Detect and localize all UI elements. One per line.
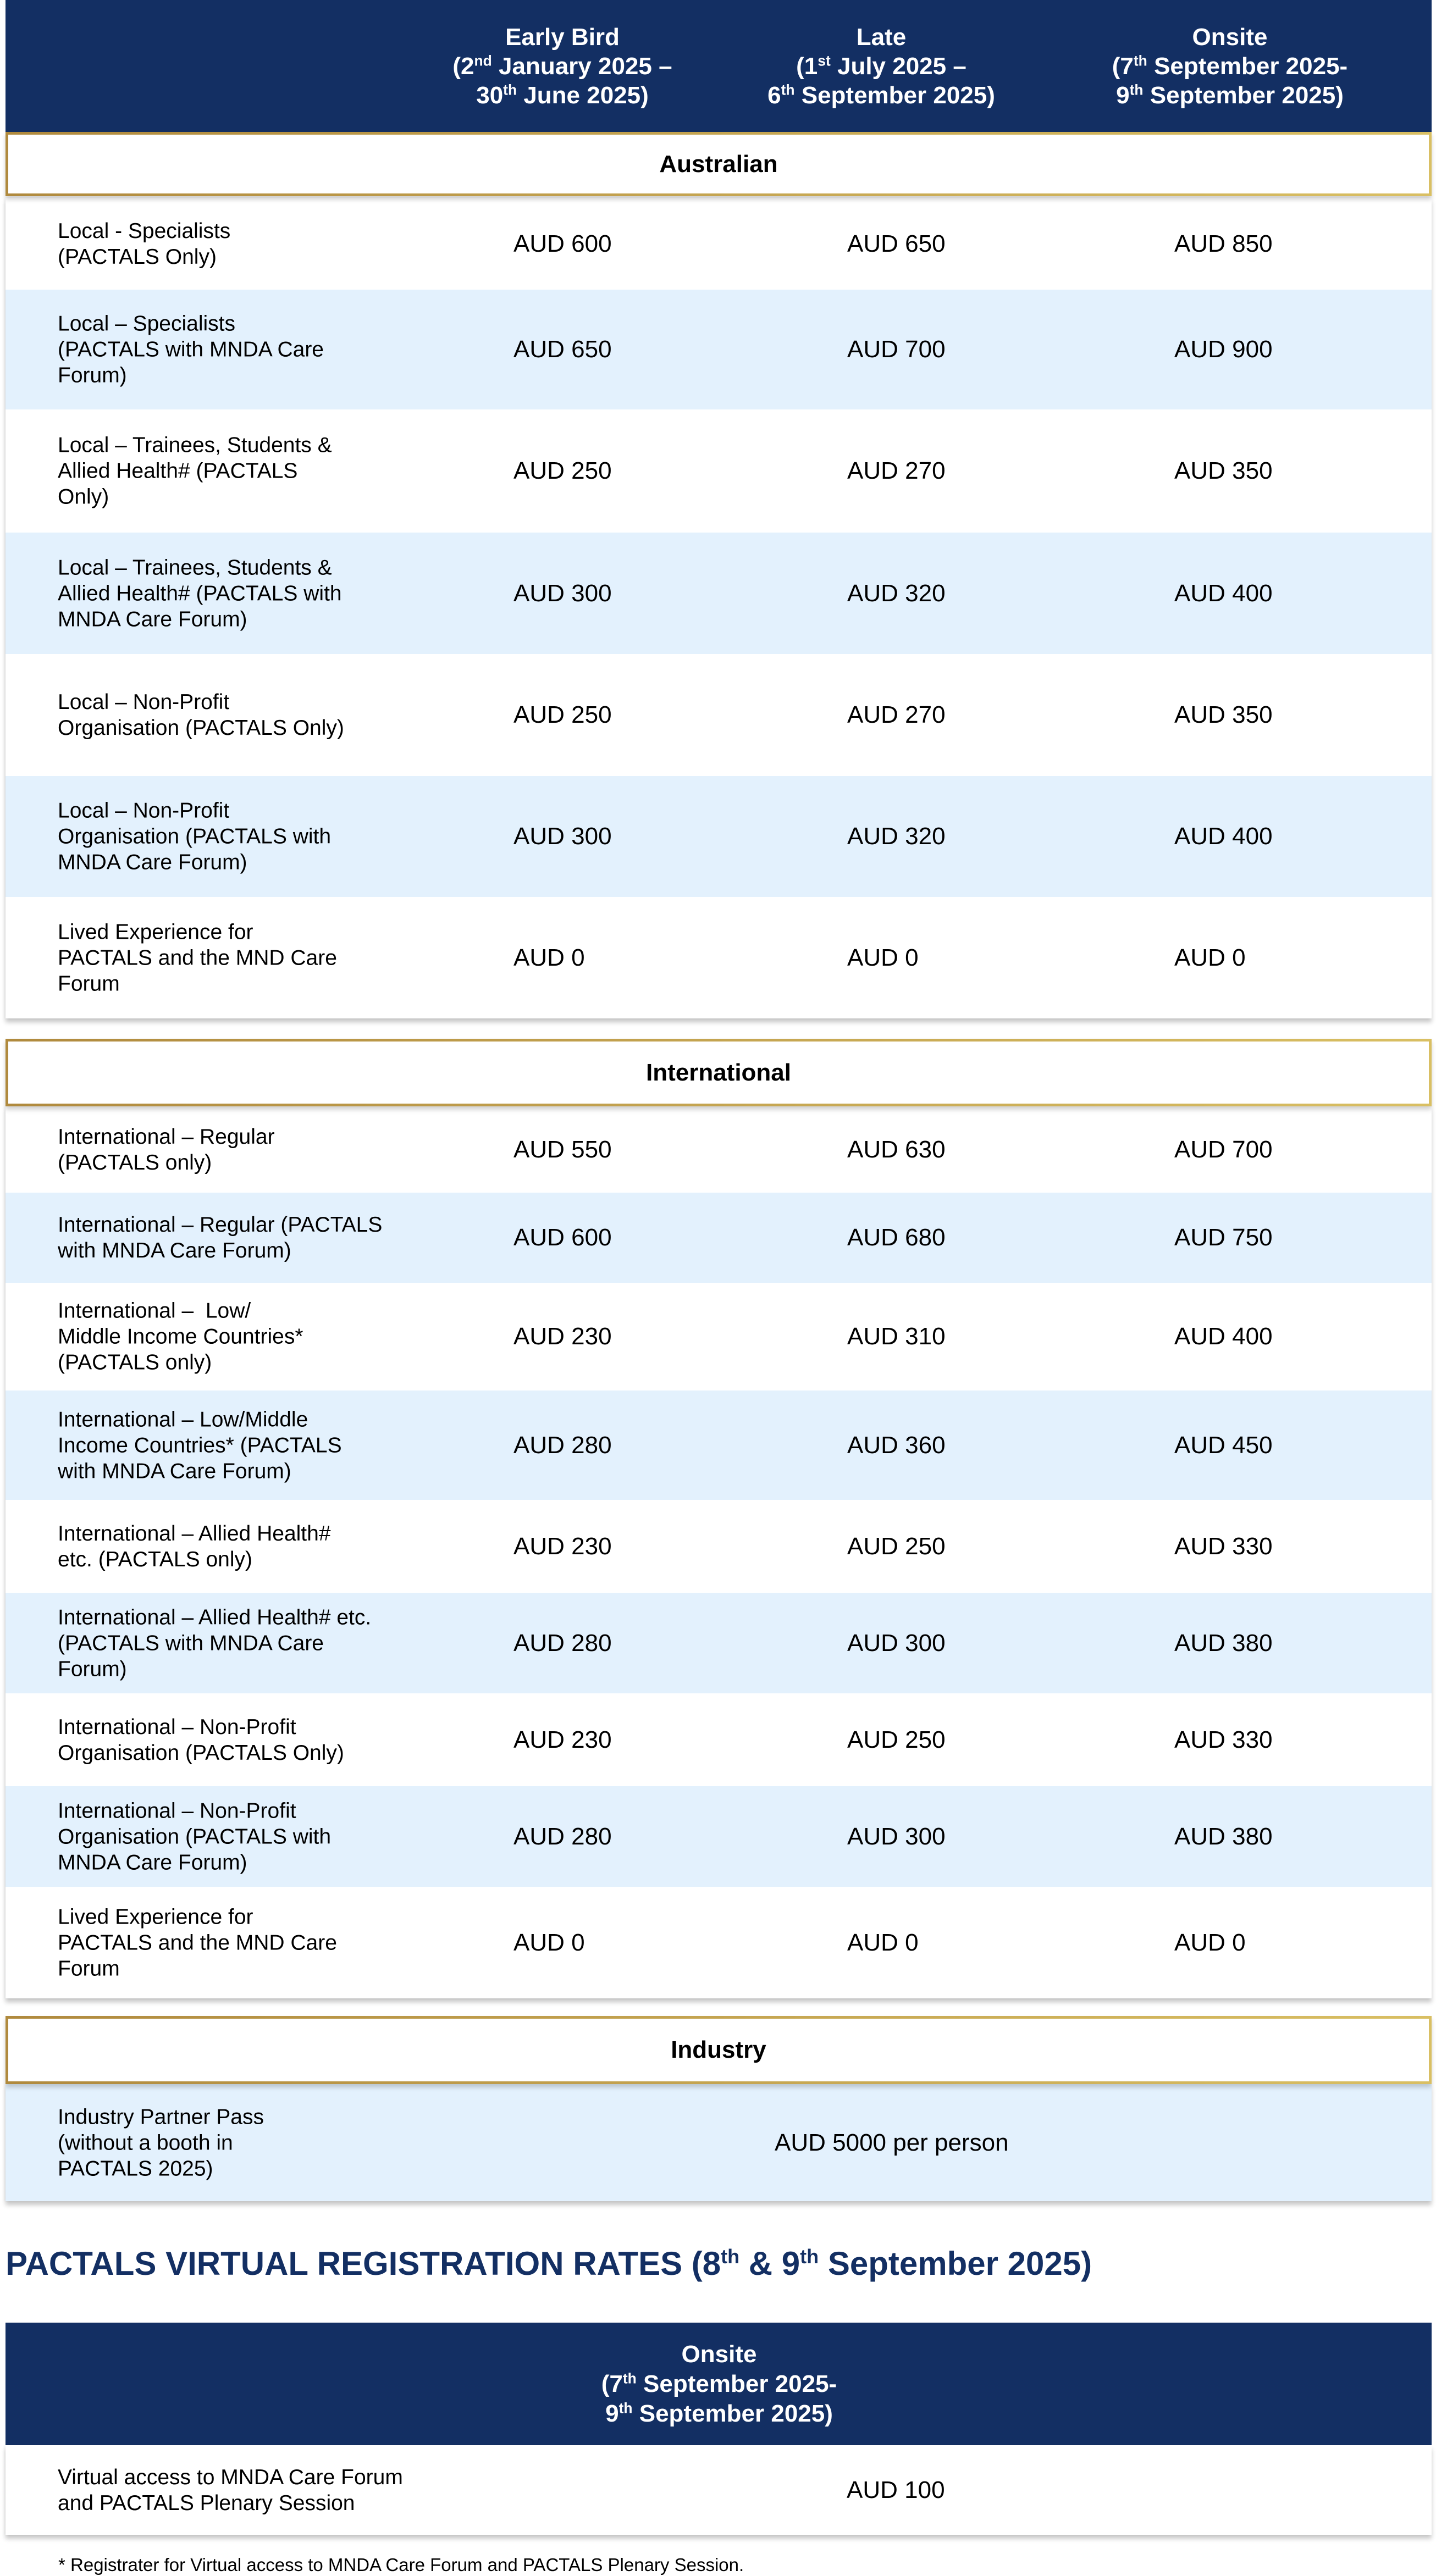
international-rates-group [5,1106,1432,1998]
table-row [5,198,1432,290]
row-label-line: Local – Specialists [58,312,236,336]
row-label [58,1406,342,1484]
table-row [5,2445,1432,2535]
row-label-line: Organisation (PACTALS Only) [58,1741,344,1765]
industry-rates-group [5,2084,1432,2201]
price-late: AUD 700 [847,336,946,363]
date-text: July 2025 – [830,52,966,80]
price-late: AUD 270 [847,457,946,484]
row-label-line: (PACTALS with MNDA Care [58,1631,324,1655]
date-text: (2 [452,52,474,80]
column-date-line [476,81,649,110]
row-label [58,1521,331,1572]
rates-table-header [5,0,1432,132]
row-label [58,1124,275,1176]
column-date-line [1112,52,1347,81]
price-late: AUD 300 [847,1822,946,1850]
price-onsite: AUD 400 [1174,823,1273,850]
price-industry-pass: AUD 5000 per person [775,2129,1009,2156]
row-label-line: Allied Health# (PACTALS [58,459,298,483]
row-label-line: (PACTALS Only) [58,245,217,269]
price-onsite: AUD 380 [1174,1629,1273,1657]
row-label-line: Organisation (PACTALS with [58,1825,332,1848]
row-label [58,311,324,389]
price-early-bird: AUD 550 [513,1135,612,1163]
row-label [58,1298,303,1376]
price-early-bird: AUD 650 [513,336,612,363]
row-label-line: (PACTALS with MNDA Care [58,337,324,362]
date-text: (7 [601,2370,623,2397]
price-early-bird: AUD 280 [513,1822,612,1850]
table-row [5,1593,1432,1693]
price-late: AUD 0 [847,1929,919,1956]
table-row [5,654,1432,776]
price-early-bird: AUD 280 [513,1629,612,1657]
row-label-line: PACTALS and the MND Care [58,946,337,970]
price-early-bird: AUD 230 [513,1726,612,1753]
section-title-industry: Industry [5,2016,1432,2084]
row-label-line: International – Regular (PACTALS [58,1213,383,1237]
row-label-line: International – Allied Health# [58,1521,331,1545]
row-label-line: Forum [58,972,120,995]
row-label-line: International – Regular [58,1124,275,1149]
price-early-bird: AUD 600 [513,230,612,257]
table-row [5,290,1432,409]
price-onsite: AUD 850 [1174,230,1273,257]
date-text: September 2025) [632,2400,833,2427]
price-late: AUD 250 [847,1726,946,1753]
price-late: AUD 680 [847,1224,946,1251]
ordinal-suffix: th [503,81,517,98]
row-label-line: Local – Non-Profit [58,799,230,823]
row-label-line: Middle Income Countries* [58,1325,303,1349]
table-row [5,1693,1432,1786]
date-text: January 2025 – [491,52,672,80]
price-late: AUD 0 [847,944,919,971]
column-header-early-bird [397,0,727,132]
heading-text: September 2025) [819,2245,1092,2282]
row-label-line: Organisation (PACTALS Only) [58,716,344,740]
row-label-line: Lived Experience for [58,920,253,944]
column-date-line [767,81,995,110]
row-label-line: Local – Trainees, Students & [58,556,332,579]
row-label-line: Forum [58,1957,120,1980]
ordinal-suffix: th [781,81,795,98]
price-late: AUD 630 [847,1135,946,1163]
row-label-line: (PACTALS only) [58,1150,212,1175]
price-onsite: AUD 400 [1174,1323,1273,1350]
row-label [58,798,331,876]
price-late: AUD 250 [847,1532,946,1560]
price-onsite: AUD 900 [1174,336,1273,363]
price-late: AUD 300 [847,1629,946,1657]
row-label-line: Local - Specialists [58,219,231,243]
date-text: 9 [605,2400,619,2427]
table-row [5,776,1432,897]
price-late: AUD 320 [847,823,946,850]
price-onsite: AUD 350 [1174,701,1273,728]
row-label-line: MNDA Care Forum) [58,850,247,874]
column-title: Early Bird [505,23,620,51]
price-onsite: AUD 330 [1174,1532,1273,1560]
table-row [5,2084,1432,2201]
table-row [5,1193,1432,1283]
row-label-line: (PACTALS only) [58,1350,212,1375]
row-label [58,555,342,632]
table-row [5,409,1432,533]
row-label [58,218,230,270]
virtual-table-header [5,2323,1432,2445]
date-text: 30 [476,81,504,109]
ordinal-suffix: nd [474,52,492,69]
table-row [5,1283,1432,1391]
price-late: AUD 320 [847,579,946,607]
price-early-bird: AUD 280 [513,1431,612,1459]
price-late: AUD 310 [847,1323,946,1350]
row-label [58,1714,344,1766]
price-early-bird: AUD 230 [513,1532,612,1560]
row-label-line: Industry Partner Pass [58,2105,264,2129]
date-text: 6 [767,81,781,109]
price-onsite: AUD 330 [1174,1726,1273,1753]
column-header-late [716,0,1046,132]
price-onsite: AUD 750 [1174,1224,1273,1251]
price-late: AUD 650 [847,230,946,257]
table-row [5,1887,1432,1998]
date-text: September 2025) [1143,81,1344,109]
heading-text: PACTALS VIRTUAL REGISTRATION RATES (8 [5,2245,721,2282]
column-title: Late [856,23,907,51]
row-label [58,1604,371,1682]
row-label [58,1798,331,1875]
row-label-line: and PACTALS Plenary Session [58,2491,355,2515]
date-text: September 2025) [794,81,995,109]
row-label-line: International – Non-Profit [58,1799,296,1822]
price-early-bird: AUD 0 [513,944,585,971]
date-text: September 2025- [1147,52,1348,80]
virtual-rates-heading [5,2245,1432,2283]
row-label-line: Only) [58,485,109,509]
table-row [5,1500,1432,1593]
price-onsite: AUD 400 [1174,579,1273,607]
price-early-bird: AUD 300 [513,579,612,607]
australian-rates-group [5,198,1432,1018]
ordinal-suffix: th [800,2245,819,2268]
date-text: (1 [796,52,818,80]
price-onsite: AUD 350 [1174,457,1273,484]
row-label [58,689,344,741]
row-label-line: MNDA Care Forum) [58,607,247,631]
row-label-line: MNDA Care Forum) [58,1851,247,1874]
column-date-line [1116,81,1344,110]
row-label-line: Income Countries* (PACTALS [58,1433,342,1457]
column-title: Onsite [1192,23,1268,51]
heading-text: & 9 [739,2245,800,2282]
ordinal-suffix: th [1129,81,1144,98]
price-onsite: AUD 380 [1174,1822,1273,1850]
price-early-bird: AUD 250 [513,701,612,728]
table-row [5,533,1432,654]
row-label-line: International – Low/Middle [58,1408,308,1431]
price-early-bird: AUD 230 [513,1323,612,1350]
row-label-line: International – Allied Health# etc. [58,1605,372,1629]
table-row [5,897,1432,1018]
row-label-line: International – Low/ [58,1299,251,1323]
virtual-rates-group [5,2445,1432,2535]
row-label [58,1212,382,1264]
price-early-bird: AUD 300 [513,823,612,850]
date-text: 9 [1116,81,1130,109]
row-label-line: Organisation (PACTALS with [58,824,332,849]
column-date-line [796,52,966,81]
ordinal-suffix: th [618,2399,633,2416]
table-row [5,1786,1432,1887]
row-label [58,919,337,996]
row-label-line: PACTALS 2025) [58,2157,213,2180]
row-label [58,1904,337,1981]
column-title: Onsite [681,2340,757,2368]
section-title-australian: Australian [5,132,1432,196]
date-text: September 2025- [636,2370,837,2397]
column-header-onsite [1065,0,1395,132]
ordinal-suffix: th [721,2245,740,2268]
row-label [58,433,332,510]
price-early-bird: AUD 0 [513,1929,585,1956]
table-row [5,1391,1432,1500]
column-date-line [452,52,672,81]
row-label-line: Local – Non-Profit [58,690,230,714]
footnote: * Registrater for Virtual access to MNDA Care Forum and PACTALS Plenary Session. [58,2555,744,2575]
price-onsite: AUD 450 [1174,1431,1273,1459]
row-label-line: Allied Health# (PACTALS with [58,581,342,605]
row-label-line: with MNDA Care Forum) [58,1459,291,1483]
price-onsite: AUD 0 [1174,1929,1246,1956]
row-label-line: International – Non-Profit [58,1715,296,1739]
row-label-line: Forum) [58,1657,127,1681]
row-label-line: etc. (PACTALS only) [58,1547,252,1571]
ordinal-suffix: th [1133,52,1147,69]
column-date-line [601,2369,837,2399]
row-label [58,2104,264,2181]
price-late: AUD 360 [847,1431,946,1459]
column-header-onsite [554,2323,884,2445]
date-text: (7 [1112,52,1134,80]
row-label-line: Forum) [58,363,127,387]
row-label-line: Local – Trainees, Students & [58,433,332,457]
price-virtual-access: AUD 100 [847,2476,945,2503]
row-label-line: Lived Experience for [58,1905,253,1929]
row-label-line: PACTALS and the MND Care [58,1931,337,1954]
row-label [58,2464,403,2516]
row-label-line: (without a booth in [58,2131,233,2154]
ordinal-suffix: th [622,2369,637,2386]
date-text: June 2025) [517,81,649,109]
section-title-international: International [5,1039,1432,1106]
ordinal-suffix: st [818,52,831,69]
price-late: AUD 270 [847,701,946,728]
price-onsite: AUD 0 [1174,944,1246,971]
row-label-line: with MNDA Care Forum) [58,1239,291,1262]
price-onsite: AUD 700 [1174,1135,1273,1163]
table-row [5,1106,1432,1193]
column-date-line [605,2399,833,2429]
row-label-line: Virtual access to MNDA Care Forum [58,2465,403,2489]
price-early-bird: AUD 600 [513,1224,612,1251]
price-early-bird: AUD 250 [513,457,612,484]
